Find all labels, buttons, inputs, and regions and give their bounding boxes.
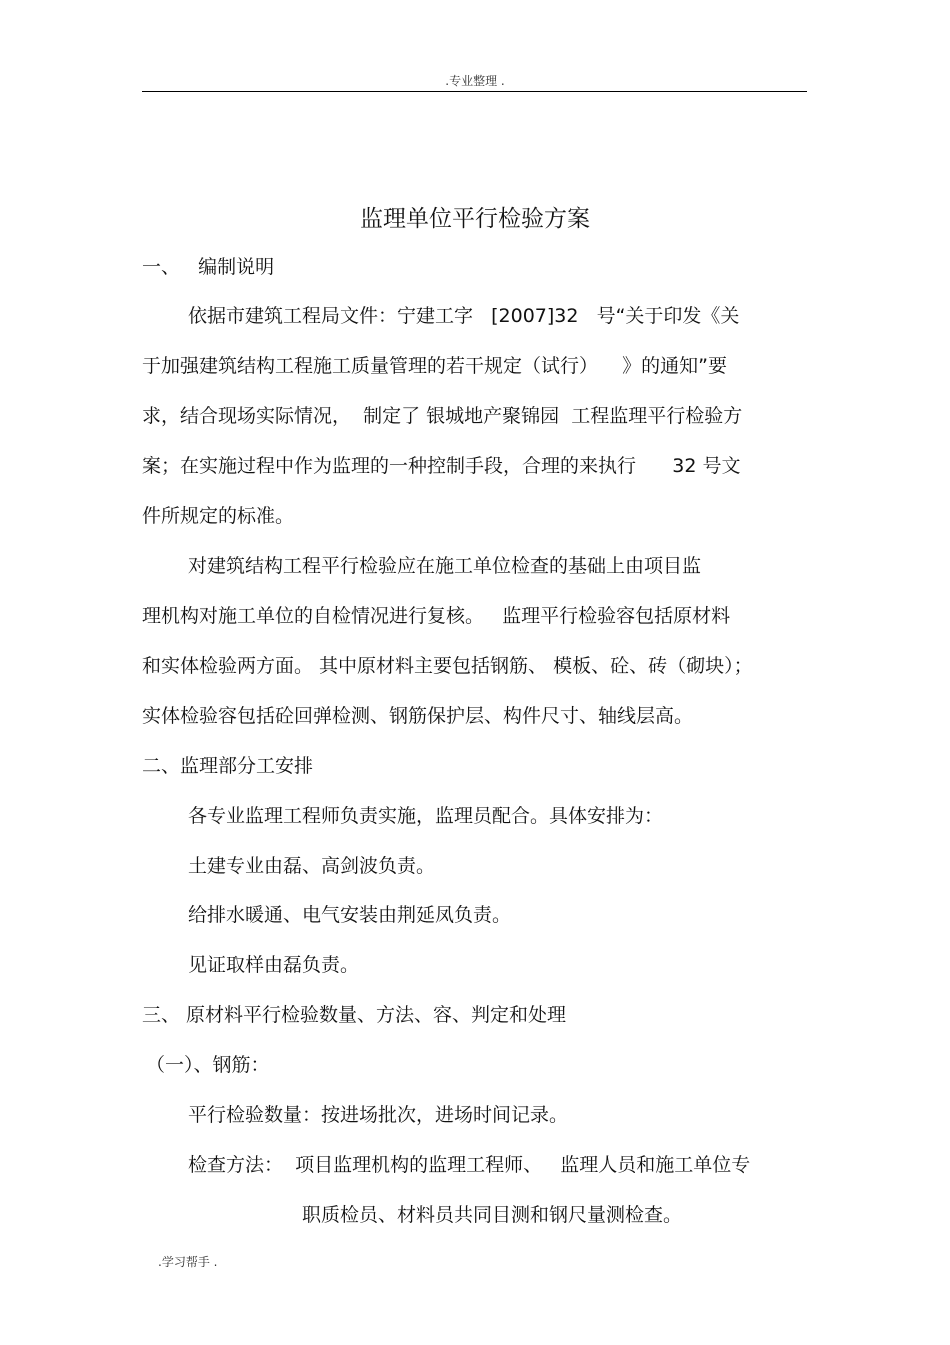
paragraph-line: 于加强建筑结构工程施工质量管理的若干规定（试行） 》的通知”要 bbox=[142, 355, 728, 377]
document-title: 监理单位平行检验方案 bbox=[360, 206, 590, 232]
page-footer: .学习帮手 . bbox=[158, 1255, 218, 1269]
paragraph-line: 求，结合现场实际情况， 制定了 银城地产聚锦园 工程监理平行检验方 bbox=[142, 405, 743, 427]
paragraph-line: 平行检验数量：按进场批次，进场时间记录。 bbox=[188, 1104, 569, 1126]
paragraph-line: 对建筑结构工程平行检验应在施工单位检查的基础上由项目监 bbox=[188, 555, 702, 577]
paragraph-line: 给排水暖通、电气安装由荆延凤负责。 bbox=[188, 904, 512, 926]
paragraph-line: 职质检员、材料员共同目测和钢尺量测检查。 bbox=[302, 1204, 683, 1226]
paragraph-line: 案；在实施过程中作为监理的一种控制手段，合理的来执行 32 号文 bbox=[142, 455, 741, 477]
paragraph-line: 和实体检验两方面。 其中原材料主要包括钢筋、 模板、砼、砖（砌块）； bbox=[142, 655, 753, 677]
paragraph-line: 理机构对施工单位的自检情况进行复核。 监理平行检验容包括原材料 bbox=[142, 605, 731, 627]
paragraph-line: 依据市建筑工程局文件：宁建工字 [2007]32 号“关于印发《关 bbox=[188, 305, 740, 327]
paragraph-line: 检查方法： 项目监理机构的监理工程师、 监理人员和施工单位专 bbox=[188, 1154, 751, 1176]
paragraph-line: 见证取样由磊负责。 bbox=[188, 954, 360, 976]
subsection-heading: （一）、钢筋： bbox=[146, 1054, 270, 1076]
section-heading-3: 三、 原材料平行检验数量、方法、容、判定和处理 bbox=[142, 1004, 567, 1026]
paragraph-line: 实体检验容包括砼回弹检测、钢筋保护层、构件尺寸、轴线层高。 bbox=[142, 705, 694, 727]
paragraph-line: 各专业监理工程师负责实施，监理员配合。具体安排为： bbox=[188, 805, 664, 827]
page-header: .专业整理 . bbox=[445, 74, 505, 88]
paragraph-line: 件所规定的标准。 bbox=[142, 505, 295, 527]
paragraph-line: 土建专业由磊、高剑波负责。 bbox=[188, 855, 436, 877]
section-heading-1: 一、 编制说明 bbox=[142, 256, 275, 278]
section-heading-2: 二、监理部分工安排 bbox=[142, 755, 314, 777]
header-divider bbox=[142, 91, 807, 92]
